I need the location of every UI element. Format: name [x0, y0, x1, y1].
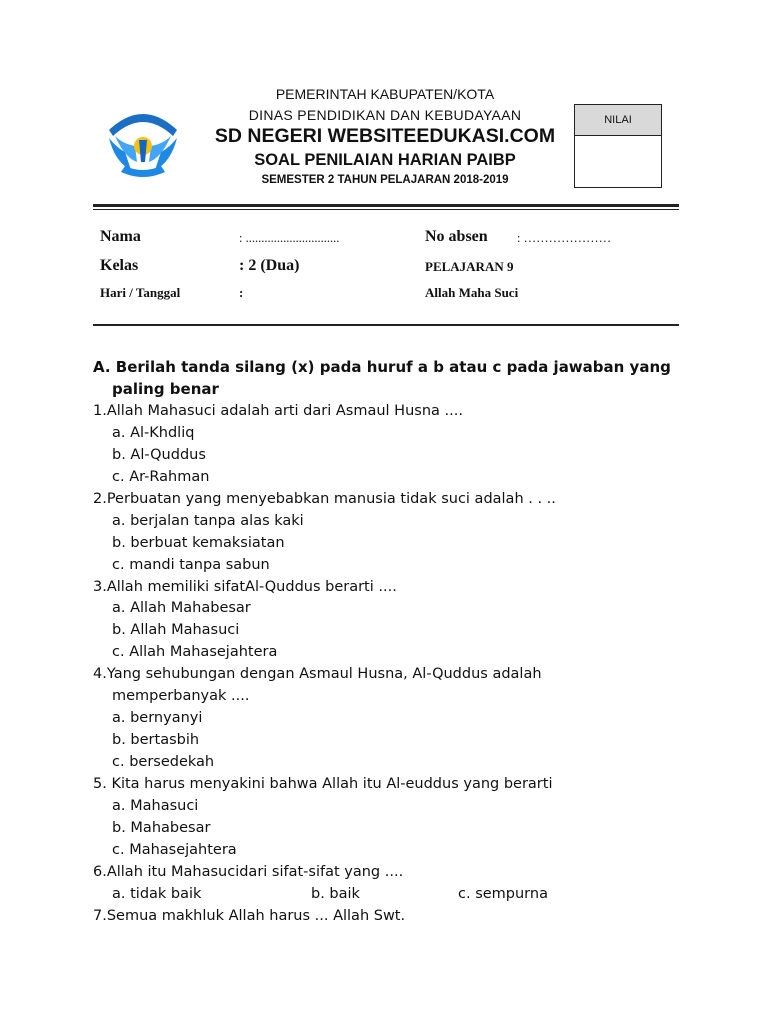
q3-option-b[interactable]: b. Allah Mahasuci: [112, 622, 240, 638]
info-divider: [93, 324, 679, 326]
nama-label: Nama: [100, 228, 141, 245]
school-logo: [95, 100, 191, 184]
question-2: 2.Perbuatan yang menyebabkan manusia tidak suci adalah . . ..: [93, 491, 556, 507]
question-4-cont: memperbanyak ....: [112, 688, 250, 704]
kelas-label: Kelas: [100, 257, 139, 274]
logo-text: TUT WURI HANDAYANI: [103, 100, 183, 130]
q5-option-c[interactable]: c. Mahasejahtera: [112, 842, 237, 858]
q2-option-b[interactable]: b. berbuat kemaksiatan: [112, 535, 285, 551]
school-name: SD NEGERI WEBSITEEDUKASI.COM: [214, 125, 556, 147]
q1-option-b[interactable]: b. Al-Quddus: [112, 447, 206, 463]
government-heading: PEMERINTAH KABUPATEN/KOTA: [275, 86, 495, 102]
header-divider: [93, 204, 679, 207]
section-instruction: A. Berilah tanda silang (x) pada huruf a b atau c pada jawaban yang: [93, 358, 671, 376]
q4-option-c[interactable]: c. bersedekah: [112, 754, 215, 770]
topic-title: Allah Maha Suci: [425, 285, 519, 300]
q3-option-c[interactable]: c. Allah Mahasejahtera: [112, 644, 278, 660]
q6-option-c[interactable]: c. sempurna: [458, 886, 548, 902]
semester-line: SEMESTER 2 TAHUN PELAJARAN 2018-2019: [261, 174, 509, 186]
score-box[interactable]: [574, 104, 662, 188]
q5-option-a[interactable]: a. Mahasuci: [112, 798, 199, 814]
kelas-value: : 2 (Dua): [239, 257, 300, 274]
q1-option-c[interactable]: c. Ar-Rahman: [112, 469, 210, 485]
question-4: 4.Yang sehubungan dengan Asmaul Husna, Al-Quddus adalah: [93, 666, 542, 682]
q2-option-c[interactable]: c. mandi tanpa sabun: [112, 557, 270, 573]
q6-option-a[interactable]: a. tidak baik: [112, 886, 202, 902]
question-3: 3.Allah memiliki sifatAl-Quddus berarti ....: [93, 579, 397, 595]
score-label: NILAI: [575, 105, 661, 136]
q3-option-a[interactable]: a. Allah Mahabesar: [112, 600, 251, 616]
q2-option-a[interactable]: a. berjalan tanpa alas kaki: [112, 513, 304, 529]
question-5: 5. Kita harus menyakini bahwa Allah itu Al-euddus yang berarti: [93, 776, 553, 792]
question-6: 6.Allah itu Mahasucidari sifat-sifat yang ....: [93, 864, 404, 880]
q4-option-b[interactable]: b. bertasbih: [112, 732, 200, 748]
nama-field[interactable]: : ..............................: [239, 231, 340, 245]
q1-option-a[interactable]: a. Al-Khdliq: [112, 425, 195, 441]
absen-field[interactable]: : …………………: [517, 231, 612, 245]
q6-option-b[interactable]: b. baik: [311, 886, 360, 902]
absen-label: No absen: [425, 228, 488, 245]
section-instruction-cont: paling benar: [112, 380, 219, 398]
question-7: 7.Semua makhluk Allah harus ... Allah Swt.: [93, 908, 406, 924]
q4-option-a[interactable]: a. bernyanyi: [112, 710, 203, 726]
hari-field[interactable]: :: [239, 285, 244, 300]
hari-label: Hari / Tanggal: [100, 285, 181, 300]
department-heading: DINAS PENDIDIKAN DAN KEBUDAYAAN: [248, 107, 522, 123]
header-divider-thin: [93, 209, 679, 210]
pelajaran-label: PELAJARAN 9: [425, 259, 514, 274]
question-1: 1.Allah Mahasuci adalah arti dari Asmaul Husna ....: [93, 403, 463, 419]
q5-option-b[interactable]: b. Mahabesar: [112, 820, 211, 836]
exam-title: SOAL PENILAIAN HARIAN PAIBP: [254, 151, 516, 169]
